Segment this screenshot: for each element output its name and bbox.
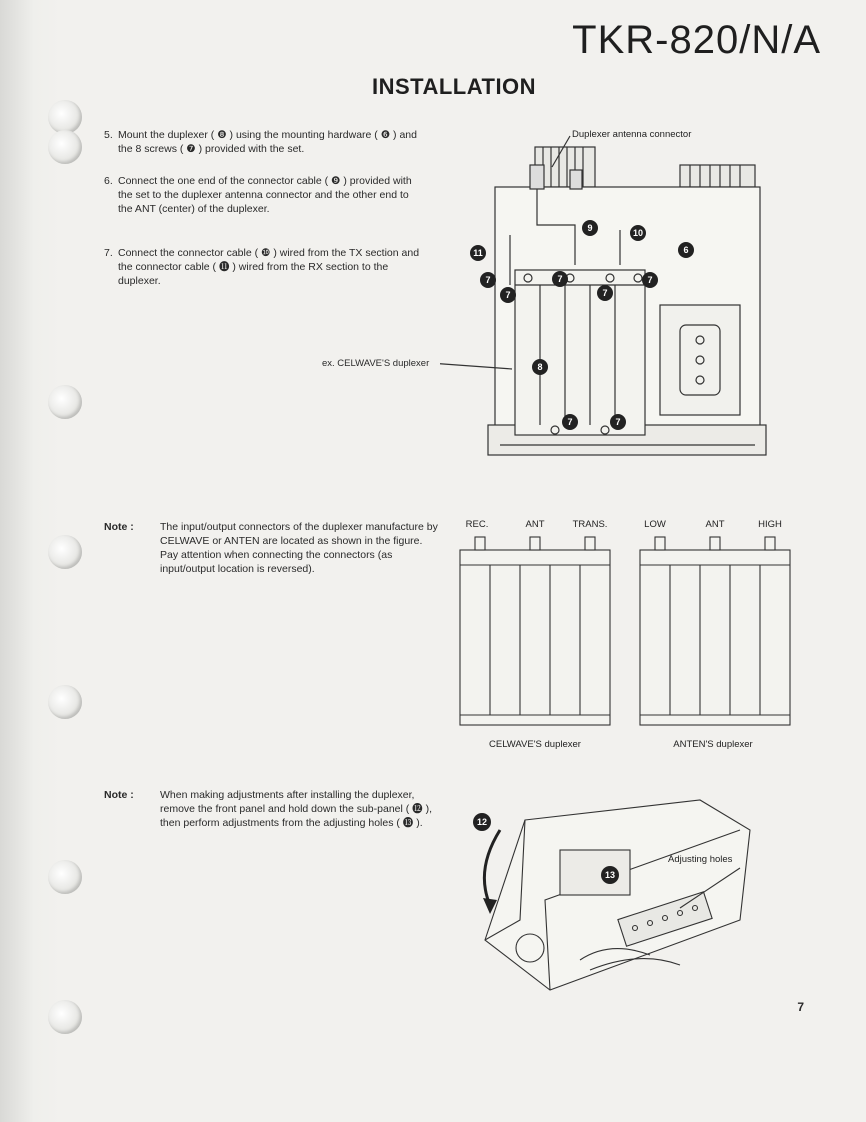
note-text: The input/output connectors of the duplexer manufacture by CELWAVE or ANTEN are located as shown in the figure. Pay attention when connecting the connectors (as input/output location is reversed). [160, 521, 438, 575]
duplexer-comparison-figure [455, 515, 800, 755]
note-label: Note : [104, 789, 134, 801]
callout-11: 11 [473, 248, 483, 258]
callout-7: 7 [557, 274, 563, 284]
celwave-caption: CELWAVE'S duplexer [489, 739, 581, 750]
duplexer-installation-figure [440, 125, 770, 480]
step-5 [104, 128, 424, 156]
step-text: Connect the connector cable ( ❿ ) wired from the TX section and the connector cable ( ⓫ ) wired from the RX section to the duplexer. [118, 247, 420, 287]
punch-hole [48, 535, 82, 569]
celwave-duplexer-label: ex. CELWAVE'S duplexer [322, 358, 430, 369]
punch-hole [48, 100, 82, 134]
callout-12: 12 [476, 817, 488, 827]
page-number: 7 [797, 1000, 804, 1014]
celwave-ant-label: ANT [525, 519, 545, 530]
callout-7: 7 [615, 417, 621, 427]
model-number: TKR-820/N/A [572, 18, 821, 62]
punch-hole [48, 385, 82, 419]
note-connectors [104, 520, 440, 576]
duplexer-antenna-connector-label: Duplexer antenna connector [572, 129, 692, 140]
step-number: 7. [104, 247, 113, 259]
celwave-trans-label: TRANS. [572, 519, 608, 530]
callout-13: 13 [604, 870, 616, 880]
adjusting-holes-figure [450, 790, 780, 1000]
note-text: When making adjustments after installing the duplexer, remove the front panel and hold down the sub-panel ( ⓬ ), then perform adjustments from the adjusting holes ( ⓭ ). [160, 789, 432, 829]
adjusting-holes-label: Adjusting holes [668, 854, 733, 865]
step-7 [104, 246, 424, 288]
anten-caption: ANTEN'S duplexer [673, 739, 753, 750]
callout-10: 10 [632, 228, 644, 238]
callout-6: 6 [683, 245, 689, 255]
step-text: Connect the one end of the connector cable ( ❾ ) provided with the set to the duplexer antenna connector and the other end to the ANT (center) of the duplexer. [118, 175, 412, 215]
callout-7: 7 [647, 275, 653, 285]
celwave-rec-label: REC. [465, 519, 489, 530]
step-text: Mount the duplexer ( ❽ ) using the mounting hardware ( ❻ ) and the 8 screws ( ❼ ) provided with the set. [118, 129, 417, 155]
anten-ant-label: ANT [705, 519, 725, 530]
step-number: 5. [104, 129, 113, 141]
callout-7: 7 [505, 290, 511, 300]
note-adjustments [104, 788, 440, 830]
callout-7: 7 [567, 417, 573, 427]
step-6 [104, 174, 424, 216]
callout-9: 9 [587, 223, 593, 233]
anten-low-label: LOW [644, 519, 666, 530]
callout-7: 7 [485, 275, 491, 285]
step-number: 6. [104, 175, 113, 187]
punch-hole [48, 860, 82, 894]
callout-8: 8 [537, 362, 543, 372]
page-title: INSTALLATION [372, 74, 537, 99]
note-label: Note : [104, 521, 134, 533]
punch-hole [48, 1000, 82, 1034]
anten-high-label: HIGH [758, 519, 782, 530]
punch-hole [48, 685, 82, 719]
callout-7: 7 [602, 288, 608, 298]
punch-hole [48, 130, 82, 164]
